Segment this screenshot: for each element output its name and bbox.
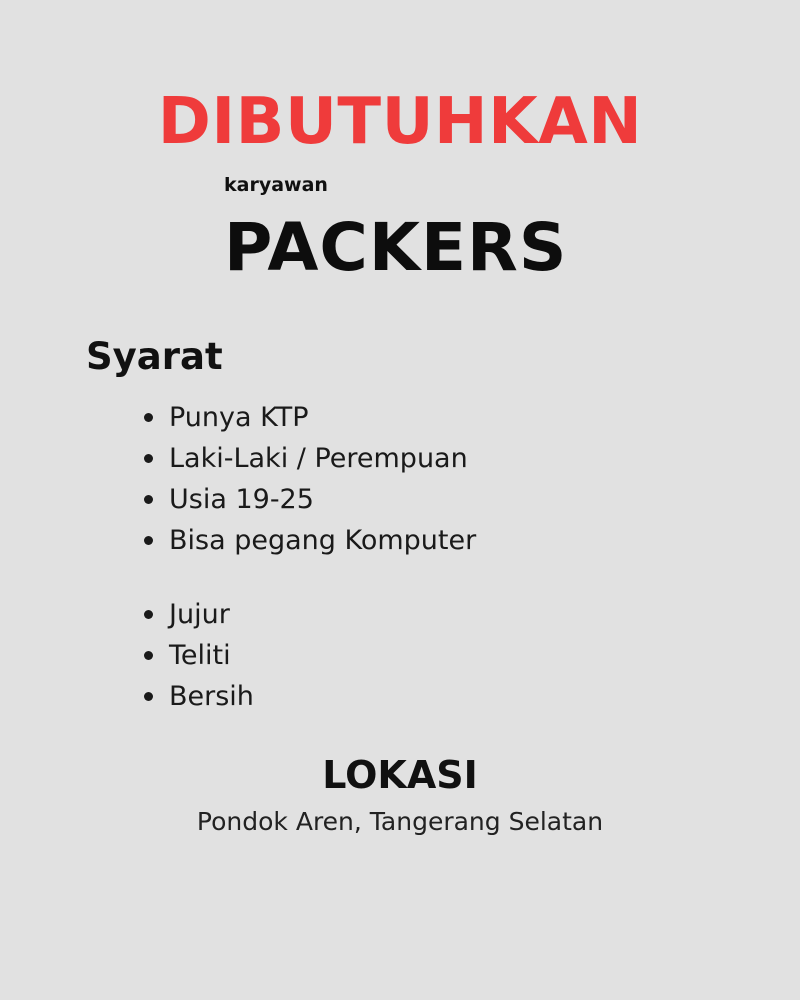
list-item	[142, 676, 254, 717]
list-item-label: Punya KTP	[169, 402, 309, 433]
role-title: PACKERS	[224, 209, 568, 286]
list-item	[142, 635, 254, 676]
list-item-label: Laki-Laki / Perempuan	[169, 443, 468, 474]
bullet-icon	[144, 495, 153, 504]
list-item-label: Bisa pegang Komputer	[169, 525, 477, 556]
list-item	[142, 397, 476, 438]
bullet-icon	[144, 536, 153, 545]
list-item-label: Usia 19-25	[169, 484, 314, 515]
bullet-icon	[144, 610, 153, 619]
location-title: LOKASI	[322, 753, 478, 797]
bullet-icon	[144, 413, 153, 422]
requirements-list-main	[142, 397, 476, 561]
list-item	[142, 520, 476, 561]
subtitle: karyawan	[224, 174, 328, 196]
bullet-icon	[144, 692, 153, 701]
bullet-icon	[144, 454, 153, 463]
list-item-label: Teliti	[169, 640, 231, 671]
list-item-label: Bersih	[169, 681, 254, 712]
location-address: Pondok Aren, Tangerang Selatan	[196, 807, 604, 836]
list-item-label: Jujur	[169, 599, 230, 630]
requirements-title: Syarat	[86, 335, 223, 378]
list-item	[142, 479, 476, 520]
bullet-icon	[144, 651, 153, 660]
requirements-list-traits	[142, 594, 254, 717]
list-item	[142, 594, 254, 635]
list-item	[142, 438, 476, 479]
headline: DIBUTUHKAN	[157, 85, 643, 159]
